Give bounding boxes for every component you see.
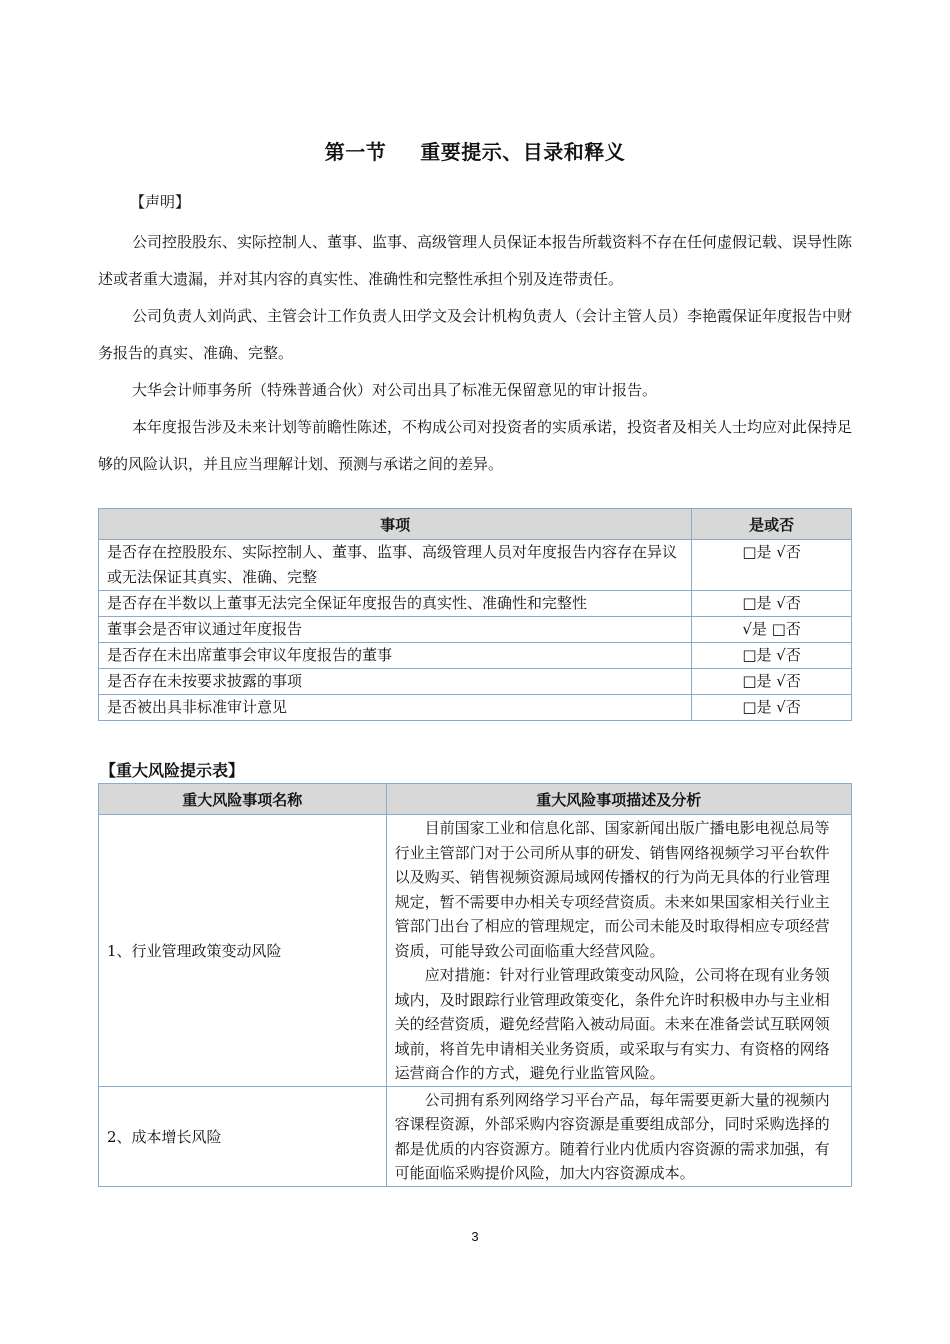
risk-description	[386, 1086, 851, 1186]
declaration-label: 【声明】	[130, 193, 191, 211]
section-title: 重要提示、目录和释义	[420, 140, 626, 164]
risk-table	[98, 783, 852, 1187]
declaration-paragraph: 本年度报告涉及未来计划等前瞻性陈述，不构成公司对投资者的实质承诺，投资者及相关人士均应对此保持足够的风险认识，并且应当理解计划、预测与承诺之间的差异。	[98, 418, 853, 473]
declaration-paragraph: 公司负责人刘尚武、主管会计工作负责人田学文及会计机构负责人（会计主管人员）李艳霞保证年度报告中财务报告的真实、准确、完整。	[98, 307, 853, 362]
matter-answer: □是 √否	[692, 669, 852, 695]
matter-answer: □是 √否	[692, 643, 852, 669]
risk-name: 1、行业管理政策变动风险	[99, 815, 387, 1087]
table-row	[99, 669, 852, 695]
matter-item: 是否存在未出席董事会审议年度报告的董事	[99, 643, 692, 669]
table-row	[99, 540, 852, 591]
risk-description	[386, 815, 851, 1087]
section-label: 第一节	[324, 140, 387, 164]
risk-paragraph: 目前国家工业和信息化部、国家新闻出版广播电影电视总局等行业主管部门对于公司所从事的研发、销售网络视频学习平台软件以及购买、销售视频资源局域网传播权的行为尚无具体的行业管理规定，暂不需要申办相关专项经营资质。未来如果国家相关行业主管部门出台了相应的管理规定，而公司未能及时取得相应专项经营资质，可能导致公司面临重大经营风险。	[394, 819, 830, 960]
risk-table-header	[99, 784, 852, 815]
table-row	[99, 815, 852, 1087]
matter-item: 是否存在未按要求披露的事项	[99, 669, 692, 695]
table-row	[99, 617, 852, 643]
risk-name: 2、成本增长风险	[99, 1086, 387, 1186]
matter-item: 是否被出具非标准审计意见	[99, 695, 692, 721]
risk-paragraph: 公司拥有系列网络学习平台产品，每年需要更新大量的视频内容课程资源，外部采购内容资源是重要组成部分，同时采购选择的都是优质的内容资源方。随着行业内优质内容资源的需求加强，有可能面临采购提价风险，加大内容资源成本。	[394, 1090, 830, 1182]
risk-table-title: 【重大风险提示表】	[100, 761, 245, 780]
table-row	[99, 643, 852, 669]
table-row	[99, 1086, 852, 1186]
declaration-paragraph: 大华会计师事务所（特殊普通合伙）对公司出具了标准无保留意见的审计报告。	[132, 381, 658, 399]
matter-answer: □是 √否	[692, 591, 852, 617]
table-row	[99, 591, 852, 617]
page-title	[0, 136, 950, 165]
header-item: 事项	[99, 509, 692, 540]
matter-item: 是否存在控股股东、实际控制人、董事、监事、高级管理人员对年度报告内容存在异议或无法保证其真实、准确、完整	[99, 540, 692, 591]
matters-table-header	[99, 509, 852, 540]
matter-answer: √是 □否	[692, 617, 852, 643]
matter-answer: □是 √否	[692, 695, 852, 721]
header-risk-name: 重大风险事项名称	[99, 784, 387, 815]
matter-item: 董事会是否审议通过年度报告	[99, 617, 692, 643]
risk-paragraph: 应对措施：针对行业管理政策变动风险，公司将在现有业务领域内，及时跟踪行业管理政策变化，条件允许时积极申办与主业相关的经营资质，避免经营陷入被动局面。未来在准备尝试互联网领域前，将首先申请相关业务资质，或采取与有实力、有资格的网络运营商合作的方式，避免行业监管风险。	[394, 966, 830, 1082]
table-row	[99, 695, 852, 721]
matter-answer: □是 √否	[692, 540, 852, 591]
header-answer: 是或否	[692, 509, 852, 540]
declaration-paragraph: 公司控股股东、实际控制人、董事、监事、高级管理人员保证本报告所载资料不存在任何虚假记载、误导性陈述或者重大遗漏，并对其内容的真实性、准确性和完整性承担个别及连带责任。	[98, 233, 853, 288]
matter-item: 是否存在半数以上董事无法完全保证年度报告的真实性、准确性和完整性	[99, 591, 692, 617]
matters-table	[98, 508, 852, 721]
page-number: 3	[471, 1229, 479, 1244]
header-risk-description: 重大风险事项描述及分析	[386, 784, 851, 815]
